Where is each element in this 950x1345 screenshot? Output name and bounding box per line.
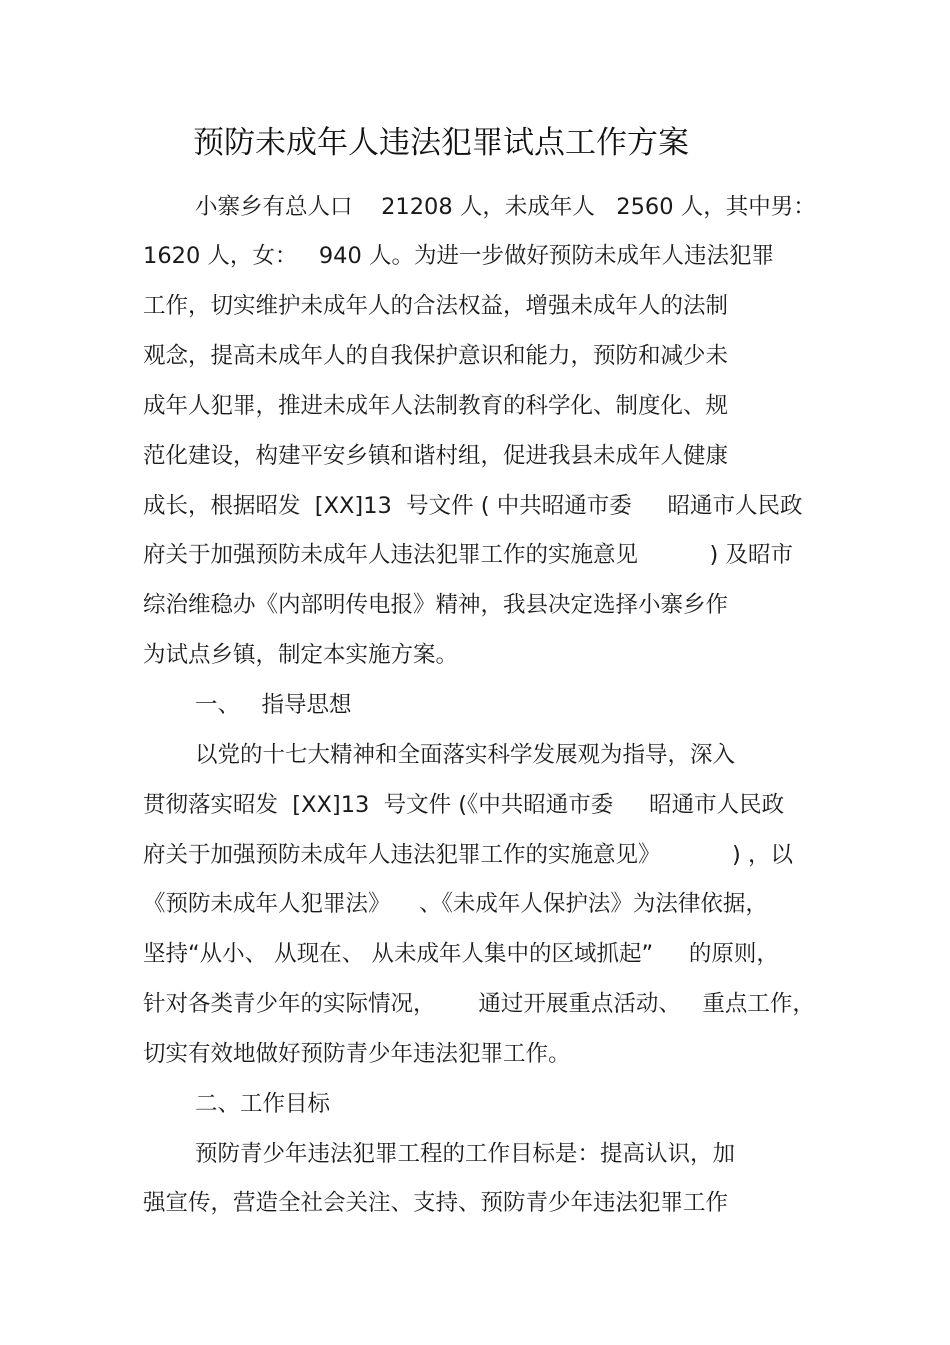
paragraph-line: 府关于加强预防未成年人违法犯罪工作的实施意见》 ) ，以: [143, 842, 793, 868]
paragraph-line: 以党的十七大精神和全面落实科学发展观为指导，深入: [195, 742, 736, 768]
paragraph-line: 坚持“从小、 从现在、 从未成年人集中的区域抓起” 的原则，: [143, 941, 779, 967]
paragraph-line: 府关于加强预防未成年人违法犯罪工作的实施意见 ) 及昭市: [143, 542, 793, 568]
paragraph-line: 预防青少年违法犯罪工程的工作目标是：提高认识，加: [195, 1141, 736, 1167]
paragraph-line: 强宣传，营造全社会关注、支持、预防青少年违法犯罪工作: [143, 1190, 729, 1216]
section-heading: 一、 指导思想: [195, 692, 352, 718]
paragraph-line: 成年人犯罪，推进未成年人法制教育的科学化、制度化、规: [143, 393, 729, 419]
paragraph-line: 综治维稳办《内部明传电报》精神，我县决定选择小寨乡作: [143, 592, 729, 618]
paragraph-line: 切实有效地做好预防青少年违法犯罪工作。: [143, 1041, 571, 1067]
paragraph-line: 观念，提高未成年人的自我保护意识和能力，预防和减少未: [143, 343, 729, 369]
paragraph-line: 贯彻落实昭发 [XX]13 号文件 (《中共昭通市委 昭通市人民政: [143, 792, 785, 818]
paragraph-line: 范化建设，构建平安乡镇和谐村组，促进我县未成年人健康: [143, 443, 729, 469]
paragraph-line: 成长，根据昭发 [XX]13 号文件 ( 中共昭通市委 昭通市人民政: [143, 493, 803, 519]
document-title: 预防未成年人违法犯罪试点工作方案: [193, 125, 689, 161]
paragraph-line: 《预防未成年人犯罪法》 、《未成年人保护法》为法律依据，: [143, 891, 768, 917]
paragraph-line: 小寨乡有总人口 21208 人，未成年人 2560 人，其中男：: [195, 194, 816, 220]
section-heading: 二、工作目标: [195, 1091, 331, 1117]
paragraph-line: 针对各类青少年的实际情况， 通过开展重点活动、 重点工作，: [143, 991, 815, 1017]
paragraph-line: 1620 人，女： 940 人。为进一步做好预防未成年人违法犯罪: [143, 243, 774, 269]
paragraph-line: 为试点乡镇，制定本实施方案。: [143, 642, 459, 668]
paragraph-line: 工作，切实维护未成年人的合法权益，增强未成年人的法制: [143, 293, 729, 319]
